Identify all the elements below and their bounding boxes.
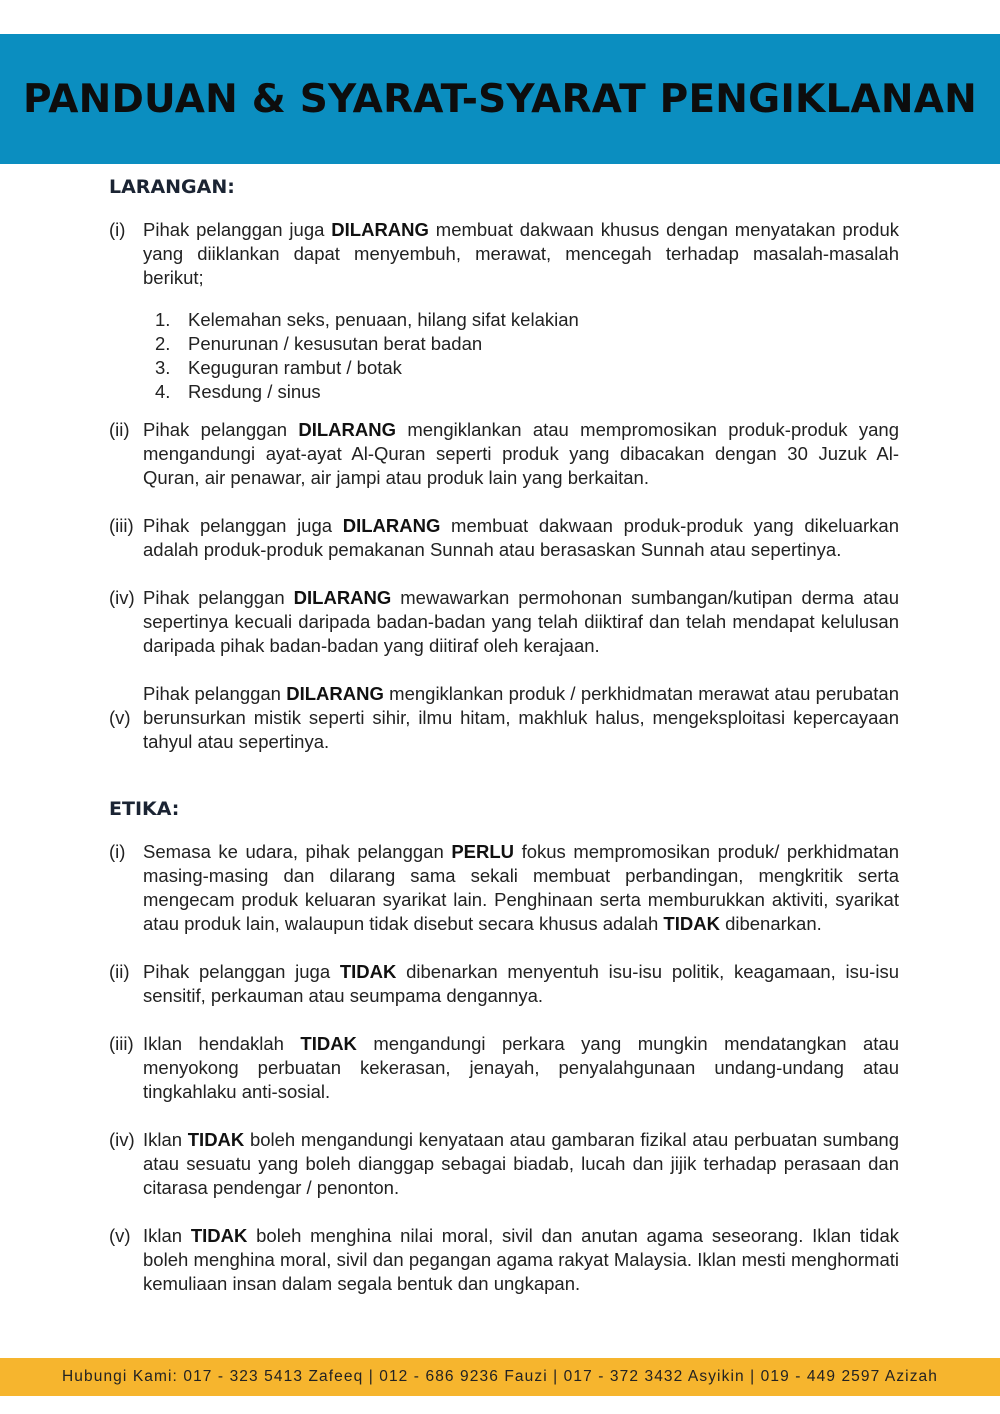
item-text: Pihak pelanggan DILARANG mengiklankan atau mempromosikan produk-produk yang mengandungi ayat-ayat Al-Quran seperti produk yang dibacakan dengan 30 Juzuk Al-Quran, air penawar, air jampi atau produk lain yang berkaitan. bbox=[143, 419, 899, 488]
item-text: Pihak pelanggan DILARANG mengiklankan produk / perkhidmatan merawat atau perubatan berunsurkan mistik seperti sihir, ilmu hitam, makhluk halus, mengeksploitasi kepercayaan tahyul atau sepertinya. bbox=[143, 683, 899, 752]
item-text: Pihak pelanggan juga DILARANG membuat dakwaan khusus dengan menyatakan produk yang diiklankan dapat menyembuh, merawat, mencegah terhadap masalah-masalah berikut; bbox=[143, 219, 899, 288]
list-item: 4. Resdung / sinus bbox=[155, 381, 321, 402]
item-text: Pihak pelanggan DILARANG mewawarkan permohonan sumbangan/kutipan derma atau sepertinya kecuali daripada badan-badan yang telah diiktiraf dan telah mendapat kelulusan daripada pihak badan-badan yang diitiraf oleh kerajaan. bbox=[143, 587, 899, 656]
item-number: (v) bbox=[109, 1225, 131, 1246]
item-number: (iv) bbox=[109, 1129, 135, 1150]
etika-item-4 bbox=[109, 1128, 899, 1200]
list-item: 3. Keguguran rambut / botak bbox=[155, 357, 402, 378]
item-number: (i) bbox=[109, 219, 126, 240]
etika-item-3 bbox=[109, 1032, 899, 1104]
item-number: (v) bbox=[109, 707, 131, 728]
item-text: Iklan TIDAK boleh menghina nilai moral, sivil dan anutan agama seseorang. Iklan tidak boleh menghina moral, sivil dan pegangan agama rakyat Malaysia. Iklan mesti menghormati kemuliaan insan dalam segala bentuk dan ungkapan. bbox=[143, 1225, 900, 1294]
item-text: Semasa ke udara, pihak pelanggan PERLU fokus mempromosikan produk/ perkhidmatan masing-masing dan dilarang sama sekali membuat perbandingan, mengkritik serta mengecam produk keluaran syarikat lain. Penghinaan serta memburukkan aktiviti, syarikat atau produk lain, walaupun tidak disebut secara khusus adalah TIDAK dibenarkan. bbox=[143, 841, 900, 934]
larangan-item-1 bbox=[109, 218, 899, 404]
contact-text: Hubungi Kami: 017 - 323 5413 Zafeeq | 012 - 686 9236 Fauzi | 017 - 372 3432 Asyikin | 019 - 449 2597 Azizah bbox=[61, 1368, 939, 1385]
header-banner bbox=[0, 34, 1000, 164]
list-item: 2. Penurunan / kesusutan berat badan bbox=[155, 333, 483, 354]
larangan-item-2 bbox=[109, 418, 899, 490]
larangan-item-4 bbox=[109, 586, 899, 658]
etika-item-1 bbox=[109, 840, 899, 936]
larangan-item-3 bbox=[109, 514, 899, 562]
etika-item-5 bbox=[109, 1224, 899, 1296]
larangan-item-5 bbox=[109, 682, 899, 754]
item-number: (i) bbox=[109, 841, 126, 862]
item-number: (iii) bbox=[109, 1033, 134, 1054]
etika-title: ETIKA: bbox=[109, 798, 180, 820]
item-number: (iv) bbox=[109, 587, 135, 608]
item-text: Pihak pelanggan juga TIDAK dibenarkan menyentuh isu-isu politik, keagamaan, isu-isu sensitif, perkauman atau seumpama dengannya. bbox=[143, 961, 899, 1006]
item-text: Pihak pelanggan juga DILARANG membuat dakwaan produk-produk yang dikeluarkan adalah produk-produk pemakanan Sunnah atau berasaskan Sunnah atau sepertinya. bbox=[143, 515, 899, 560]
contact-footer bbox=[0, 1358, 1000, 1396]
page-title: PANDUAN & SYARAT-SYARAT PENGIKLANAN bbox=[23, 76, 977, 122]
item-number: (ii) bbox=[109, 419, 130, 440]
item-text: Iklan TIDAK boleh mengandungi kenyataan atau gambaran fizikal atau perbuatan sumbang atau sesuatu yang boleh dianggap sebagai biadab, lucah dan jijik terhadap perasaan dan citarasa pendengar / penonton. bbox=[143, 1129, 899, 1198]
larangan-title: LARANGAN: bbox=[109, 176, 235, 198]
item-number: (iii) bbox=[109, 515, 134, 536]
item-number: (ii) bbox=[109, 961, 130, 982]
item-text: Iklan hendaklah TIDAK mengandungi perkara yang mungkin mendatangkan atau menyokong perbuatan kekerasan, jenayah, penyalahgunaan undang-undang atau tingkahlaku anti-sosial. bbox=[143, 1033, 899, 1102]
condition-list bbox=[143, 308, 899, 404]
document-body bbox=[109, 176, 899, 1296]
etika-item-2 bbox=[109, 960, 899, 1008]
list-item: 1. Kelemahan seks, penuaan, hilang sifat kelakian bbox=[155, 309, 579, 330]
